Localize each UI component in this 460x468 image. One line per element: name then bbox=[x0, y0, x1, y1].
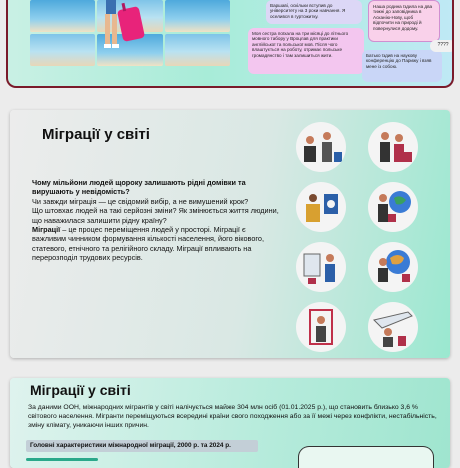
section-title: Міграції у світі bbox=[42, 126, 150, 143]
travelers-icon bbox=[296, 122, 346, 172]
question: Чи завжди міграція — це свідомий вибір, а не вимушений крок? bbox=[32, 196, 249, 206]
callout-shape bbox=[298, 446, 434, 468]
traveler-with-suitcase-image bbox=[86, 0, 146, 60]
photo-tile bbox=[165, 34, 230, 66]
refugee-icon bbox=[296, 302, 346, 352]
world-map-icon bbox=[368, 242, 418, 292]
lead-question: Чому мільйони людей щороку залишають рідні домівки та вирушають у невідомість? bbox=[32, 178, 246, 197]
question: Що штовхає людей на такі серйозні зміни? Як змінюється життя людини, що наважилася залишити рідну країну? bbox=[32, 206, 279, 225]
definition-text: – це процес переміщення людей у просторі. Міграції є важливим чинником формування кількості населення, його вікового, статевого, етнічного та релігійного складу. Міграції впливають на перерозподіл трудових ресурсів. bbox=[32, 225, 264, 263]
story-slide bbox=[6, 0, 454, 88]
migration-intro-slide bbox=[10, 110, 450, 358]
speech-bubble: Моя сестра поїхала на три місяці до літнього мовного табору у Вроцлав для практики англійської та польської мов. Після чого влаштується на роботу, отримає польське громадянство і там залишиться жити. bbox=[248, 28, 364, 74]
intro-text bbox=[32, 178, 280, 263]
globe-traveler-icon bbox=[368, 182, 418, 232]
immigration-icon bbox=[296, 242, 346, 292]
family-icon bbox=[368, 122, 418, 172]
migration-icons-grid bbox=[286, 116, 448, 352]
migration-stats-slide bbox=[10, 378, 450, 468]
table-caption: Головні характеристики міжнародної міграції, 2000 р. та 2024 р. bbox=[26, 440, 258, 452]
stats-paragraph: За даними ООН, міжнародних мігрантів у світі налічується майже 304 млн осіб (01.01.2025 р.), що становить близько 3,6 % світового населення. Мігранти переміщуються всередині країни свого походження або за її межі через конфлікти, нестабільність, зміну клімату, уникаючи інших причин. bbox=[28, 404, 437, 429]
definition-term: Міграції bbox=[32, 225, 61, 235]
speech-bubble: Варшаві, оскільки вступив до університету на 3 роки навчання. Я оселився в гуртожитку. bbox=[266, 0, 362, 24]
passport-icon bbox=[296, 182, 346, 232]
speech-bubble: ???? bbox=[430, 40, 454, 52]
section-title: Міграції у світі bbox=[30, 382, 131, 398]
speech-bubble: Наша родина їздила на два тижні до заповідника в Асканію-Нову, щоб відпочити на природі й повернулися додому. bbox=[368, 0, 440, 42]
photo-tile bbox=[165, 0, 230, 32]
plane-icon bbox=[368, 302, 418, 352]
speech-bubble: Батько їздив на наукову конференцію до Парижу і взяв мене із собою. bbox=[362, 50, 442, 82]
